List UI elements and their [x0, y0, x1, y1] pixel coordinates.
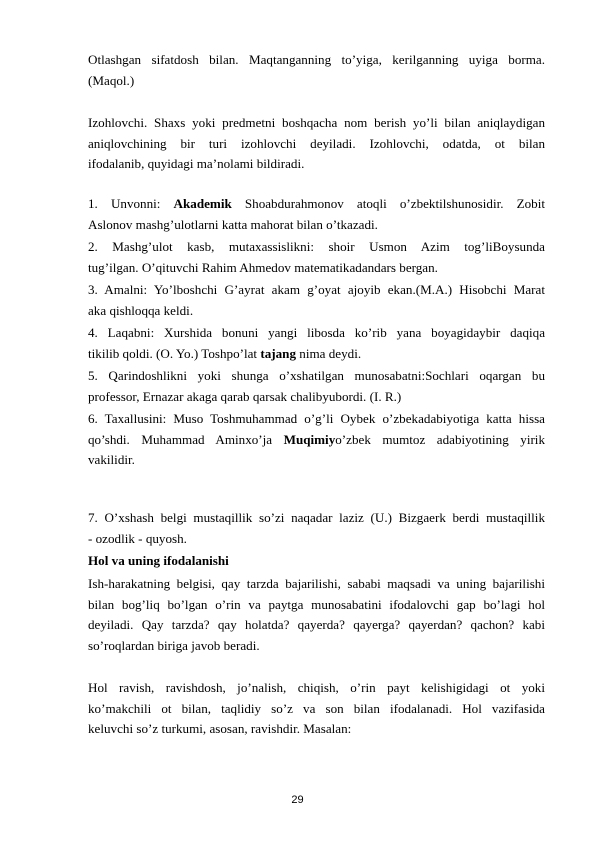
text-line: Hol ravish, ravishdosh, jo’nalish, chiqish, o’rin payt kelishigidagi ot yoki — [88, 680, 545, 695]
list-item-3 — [88, 280, 545, 321]
paragraph-maqol — [88, 50, 545, 91]
bold-term: Muqimiy — [283, 431, 336, 447]
list-item-1 — [88, 194, 545, 235]
item-text: tikilib qoldi. (O. Yo.) Toshpo’lat — [88, 345, 261, 361]
text-line: vakilidir. — [88, 452, 135, 468]
list-item-7 — [88, 508, 545, 549]
text-line: 2. Mashg’ulot kasb, mutaxassislikni: shoir Usmon Azim tog’liBoysunda — [88, 239, 545, 254]
list-item-5 — [88, 366, 545, 407]
text-line: Otlashgan sifatdosh bilan. Maqtanganning to’yiga, kerilganning uyiga borma. — [88, 52, 545, 67]
list-item-4 — [88, 323, 545, 364]
text-line: aniqlovchining bir turi izohlovchi deyiladi. Izohlovchi, odatda, ot bilan — [88, 135, 545, 151]
text-line: Izohlovchi. Shaxs yoki predmetni boshqacha nom berish yo’li bilan aniqlaydigan — [88, 115, 545, 130]
paragraph-hol-definition — [88, 574, 545, 656]
item-text: 1. Unvonni: — [88, 196, 174, 211]
item-text: qo’shdi. Muhammad Aminxo’ja — [88, 431, 284, 447]
section-heading: Hol va uning ifodalanishi — [88, 553, 229, 568]
text-line: (Maqol.) — [88, 72, 135, 88]
text-line — [88, 194, 545, 215]
bold-term: tajang — [260, 345, 297, 361]
bold-term: Akademik — [173, 196, 232, 211]
text-line — [88, 430, 545, 451]
text-line: keluvchi so’z turkumi, asosan, ravishdir. Masalan: — [88, 721, 352, 737]
text-line: Ish-harakatning belgisi, qay tarzda bajarilishi, sababi maqsadi va uning bajarilishi — [88, 576, 545, 591]
text-line: 6. Taxallusini: Muso Toshmuhammad o’g’li Oybek o’zbekadabiyotiga katta hissa — [88, 411, 545, 426]
text-line: aka qishloqqa keldi. — [88, 302, 194, 318]
text-line: ko’makchili ot bilan, taqlidiy so’z va son bilan ifodalanadi. Hol vazifasida — [88, 700, 545, 716]
item-text: Shoabdurahmonov atoqli o’zbektilshunosidir. Zobit — [231, 196, 545, 211]
text-line: 5. Qarindoshlikni yoki shunga o’xshatilgan munosabatni:Sochlari oqargan bu — [88, 368, 545, 383]
text-line: deyiladi. Qay tarzda? qay holatda? qayerda? qayerga? qayerdan? qachon? kabi — [88, 617, 545, 633]
text-line: Aslonov mashg’ulotlarni katta mahorat bilan o’tkazadi. — [88, 216, 378, 232]
text-line: 3. Amalni: Yo’lboshchi G’ayrat akam g’oyat ajoyib ekan.(M.A.) Hisobchi Marat — [88, 282, 545, 297]
paragraph-hol-expression — [88, 678, 545, 740]
item-text: nima deydi. — [296, 345, 362, 361]
text-line: tug’ilgan. O’qituvchi Rahim Ahmedov matematikadandars bergan. — [88, 259, 438, 275]
text-line: - ozodlik - quyosh. — [88, 530, 187, 546]
text-line: 7. O’xshash belgi mustaqillik so’zi naqadar laziz (U.) Bizgaerk berdi mustaqillik — [88, 510, 545, 525]
text-line: ifodalanib, quyidagi ma’nolami bildiradi. — [88, 156, 305, 172]
page-number: 29 — [291, 794, 304, 806]
text-line: professor, Ernazar akaga qarab qarsak chalibyubordi. (I. R.) — [88, 388, 402, 404]
list-item-2 — [88, 237, 545, 278]
text-line: so’roqlardan biriga javob beradi. — [88, 637, 260, 653]
paragraph-izohlovchi — [88, 113, 545, 175]
item-text: o’zbek mumtoz adabiyotining yirik — [335, 431, 545, 447]
text-line: bilan bog’liq bo’lgan o’rin va paytga munosabatini ifodalovchi gap bo’lagi hol — [88, 596, 545, 612]
text-line — [88, 344, 545, 365]
text-line: 4. Laqabni: Xurshida bonuni yangi libosda ko’rib yana boyagidaybir daqiqa — [88, 325, 545, 340]
list-item-6 — [88, 409, 545, 471]
